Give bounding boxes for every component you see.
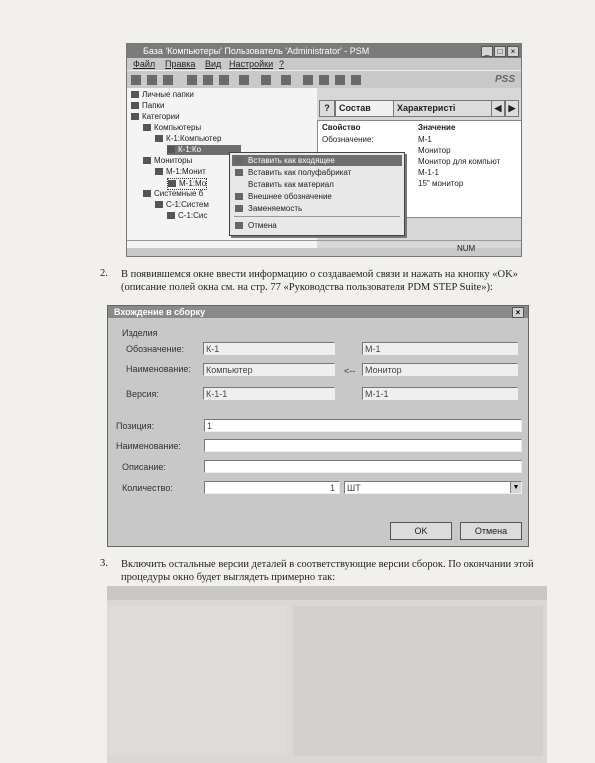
step-3-line-1: Включить остальные версии деталей в соответствующие версии сборок. По окончании этой xyxy=(121,559,534,570)
right-versiya-field[interactable]: М-1-1 xyxy=(362,387,518,400)
tree-node[interactable]: М-1:Монит xyxy=(155,167,206,177)
folder-icon xyxy=(143,124,151,131)
step-2-line-2: (описание полей окна см. на стр. 77 «Руководства пользователя PDM STEP Suite»): xyxy=(121,282,493,293)
tab-prev-arrow[interactable]: ◀ xyxy=(491,100,505,117)
menu-item-insert-as-material[interactable]: Вставить как материал xyxy=(232,179,402,190)
tree-node[interactable]: Личные папки xyxy=(131,90,194,100)
tab-harakteristiki[interactable]: Характеристі xyxy=(393,100,494,117)
new-icon[interactable] xyxy=(147,75,157,85)
step-number: 3. xyxy=(100,558,108,569)
right-naimenovanie-field[interactable]: Монитор xyxy=(362,363,518,376)
copy-icon[interactable] xyxy=(203,75,213,85)
tree-node[interactable]: Категории xyxy=(131,112,180,122)
group-label: Изделия xyxy=(122,328,158,338)
link2-icon[interactable] xyxy=(319,75,329,85)
faded-titlebar xyxy=(107,586,547,600)
opisanie-field[interactable] xyxy=(204,460,522,473)
menu-file[interactable]: Файл xyxy=(133,59,156,69)
tree-node[interactable]: Системные б xyxy=(143,189,203,199)
designation-icon xyxy=(235,193,243,200)
part-icon xyxy=(167,146,175,153)
right-oboznachenie-field[interactable]: М-1 xyxy=(362,342,518,355)
menu-item-cancel[interactable]: Отмена xyxy=(232,220,402,231)
step-2-line-1: В появившемся окне ввести информацию о создаваемой связи и нажать на кнопку «OK» xyxy=(121,269,518,280)
table-cell: Монитор xyxy=(418,146,451,155)
tree-node-selected[interactable]: К-1:Ко xyxy=(167,145,241,155)
chevron-down-icon[interactable]: ▼ xyxy=(510,482,521,493)
cancel-icon xyxy=(235,222,243,229)
column-header: Свойство xyxy=(322,123,361,132)
unit-select-value: ШТ xyxy=(347,483,361,493)
left-naimenovanie-field[interactable]: Компьютер xyxy=(203,363,335,376)
tab-strip xyxy=(317,100,521,116)
link-icon[interactable] xyxy=(303,75,313,85)
naimenovanie-2-label: Наименование: xyxy=(116,441,181,451)
find-icon[interactable] xyxy=(261,75,271,85)
insert-icon xyxy=(235,169,243,176)
table-cell: Монитор для компьют xyxy=(418,157,501,166)
refresh-icon[interactable] xyxy=(281,75,291,85)
next-screenshot-faded xyxy=(107,586,547,763)
poziciya-field[interactable]: 1 xyxy=(204,419,522,432)
part-icon xyxy=(155,135,163,142)
menu-item-insert-as-semifinished[interactable]: Вставить как полуфабрикат xyxy=(232,167,402,178)
cut-icon[interactable] xyxy=(187,75,197,85)
faded-tree xyxy=(107,606,287,756)
menu-settings[interactable]: Настройки xyxy=(229,59,274,69)
maximize-button[interactable]: □ xyxy=(494,46,506,57)
tree-node[interactable]: Мониторы xyxy=(143,156,192,166)
window-titlebar xyxy=(127,44,521,58)
paste-icon[interactable] xyxy=(219,75,229,85)
menu-divider xyxy=(234,216,400,217)
pss-logo: PSS xyxy=(494,74,515,85)
menu-edit[interactable]: Правка xyxy=(165,59,196,69)
menu-item-external-designation[interactable]: Внешнее обозначение xyxy=(232,191,402,202)
link3-icon[interactable] xyxy=(335,75,345,85)
part-icon xyxy=(168,180,176,187)
part-icon xyxy=(167,212,175,219)
opisanie-label: Описание: xyxy=(122,462,166,472)
link-arrow: <-- xyxy=(344,366,356,376)
menu-view[interactable]: Вид xyxy=(205,59,222,69)
faded-table xyxy=(293,606,543,756)
folder-icon xyxy=(131,91,139,98)
window-title: База 'Компьютеры' Пользователь 'Administrator' - PSM xyxy=(143,46,370,56)
naimenovanie-2-field[interactable] xyxy=(204,439,522,452)
poziciya-label: Позиция: xyxy=(116,421,155,431)
menu-item-interchangeability[interactable]: Заменяемость xyxy=(232,203,402,214)
menu-bar xyxy=(127,58,521,70)
table-cell: Обозначение: xyxy=(322,135,374,144)
naimenovanie-label: Наименование: xyxy=(126,364,191,374)
tree-node[interactable]: Папки xyxy=(131,101,165,111)
step-3-line-2: процедуры окно будет выглядеть примерно так: xyxy=(121,572,336,583)
context-menu xyxy=(229,152,405,236)
folder-icon xyxy=(143,157,151,164)
link4-icon[interactable] xyxy=(351,75,361,85)
close-button[interactable]: × xyxy=(512,307,524,318)
versiya-label: Версия: xyxy=(126,389,159,399)
table-cell: 15" монитор xyxy=(418,179,464,188)
psm-window-screenshot xyxy=(126,43,522,257)
close-button[interactable]: × xyxy=(507,46,519,57)
step-number: 2. xyxy=(100,268,108,279)
folder-icon xyxy=(131,102,139,109)
unit-select[interactable] xyxy=(344,481,522,494)
ok-button[interactable]: OK xyxy=(390,522,452,540)
tree-node[interactable]: С-1:Сис xyxy=(167,211,207,221)
part-icon xyxy=(155,201,163,208)
folder-icon xyxy=(131,113,139,120)
num-lock-indicator: NUM xyxy=(457,244,476,253)
tree-node[interactable]: Компьютеры xyxy=(143,123,201,133)
part-icon xyxy=(155,168,163,175)
insert-icon xyxy=(235,157,243,164)
save-icon[interactable] xyxy=(163,75,173,85)
menu-help[interactable]: ? xyxy=(279,59,285,69)
status-bar xyxy=(127,240,521,257)
left-versiya-field[interactable]: К-1-1 xyxy=(203,387,335,400)
properties-icon[interactable] xyxy=(239,75,249,85)
oboznachenie-label: Обозначение: xyxy=(126,344,185,354)
folder-icon xyxy=(143,190,151,197)
assembly-dialog xyxy=(107,305,529,547)
table-cell: М-1-1 xyxy=(418,168,439,177)
dialog-title: Вхождение в сборку xyxy=(114,307,206,317)
open-icon[interactable] xyxy=(131,75,141,85)
table-cell: М-1 xyxy=(418,135,432,144)
left-oboznachenie-field[interactable]: К-1 xyxy=(203,342,335,355)
tab-sostav[interactable]: Состав xyxy=(335,100,396,117)
kolichestvo-label: Количество: xyxy=(122,483,173,493)
blank-icon xyxy=(235,181,243,188)
tree-node[interactable]: К-1:Компьютер xyxy=(155,134,221,144)
kolichestvo-field[interactable]: 1 xyxy=(204,481,340,494)
tree-node[interactable]: М-1:Мо xyxy=(167,178,207,190)
cancel-button[interactable]: Отмена xyxy=(460,522,522,540)
column-header: Значение xyxy=(418,123,456,132)
toolbar xyxy=(127,70,521,90)
tab-help[interactable]: ? xyxy=(319,100,335,117)
tree-node[interactable]: С-1:Систем xyxy=(155,200,209,210)
menu-item-insert-as-included[interactable]: Вставить как входящее xyxy=(232,155,402,166)
replace-icon xyxy=(235,205,243,212)
minimize-button[interactable]: _ xyxy=(481,46,493,57)
dialog-titlebar xyxy=(108,306,528,318)
tab-next-arrow[interactable]: ▶ xyxy=(505,100,519,117)
